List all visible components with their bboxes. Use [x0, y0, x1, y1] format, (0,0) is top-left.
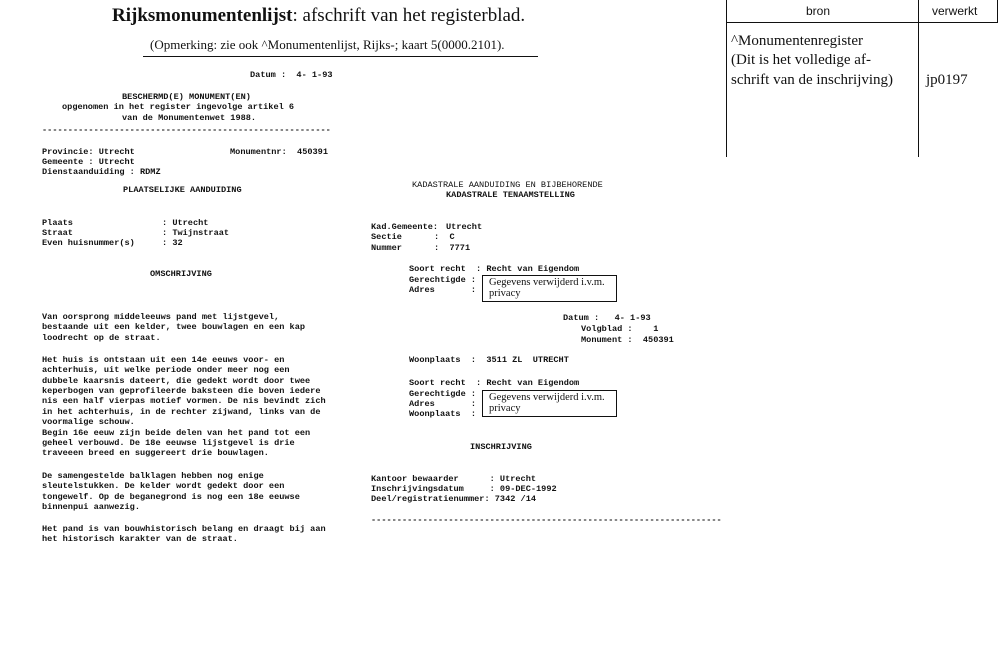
kadastrale-title-1: KADASTRALE AANDUIDING EN BIJBEHORENDE — [412, 180, 603, 190]
source-line-1: ^Monumentenregister — [731, 33, 864, 49]
table-header-line — [726, 22, 998, 23]
gerechtigde-2: Gerechtigde : — [409, 389, 477, 399]
volgblad: Volgblad : 1 — [581, 324, 659, 334]
woonplaats-2: Woonplaats : — [409, 409, 477, 419]
plaatselijke-aanduiding-title: PLAATSELIJKE AANDUIDING — [123, 185, 242, 195]
omschrijving-title: OMSCHRIJVING — [150, 269, 212, 279]
kad-gemeente-label: Kad.Gemeente: — [371, 222, 439, 232]
separator-dashes: -------------------------------------------------------- — [42, 125, 331, 135]
adres-2: Adres : — [409, 399, 477, 409]
huisnummer-label: Even huisnummer(s) — [42, 238, 135, 248]
kad-gemeente-value: Utrecht — [446, 222, 483, 232]
inschrijving-title: INSCHRIJVING — [470, 442, 532, 452]
table-left-border — [726, 0, 727, 157]
source-line-3: schrift van de inschrijving) — [731, 72, 894, 88]
privacy-box-2: Gegevens verwijderd i.v.m. privacy — [482, 390, 617, 417]
gerechtigde-1: Gerechtigde : — [409, 275, 477, 285]
gemeente: Gemeente : Utrecht — [42, 157, 135, 167]
soort-recht-2: Soort recht : Recht van Eigendom — [409, 378, 580, 388]
closing-dashes: -------------------------------------------------------------------- — [371, 515, 722, 525]
kadastrale-title-2: KADASTRALE TENAAMSTELLING — [446, 190, 575, 200]
inschrijvingsdatum: Inschrijvingsdatum : 09-DEC-1992 — [371, 484, 557, 494]
column-header-verwerkt: verwerkt — [932, 4, 978, 18]
registratienummer: Deel/registratienummer: 7342 /14 — [371, 494, 537, 504]
soort-recht-1: Soort recht : Recht van Eigendom — [409, 264, 580, 274]
document-note: (Opmerking: zie ook ^Monumentenlijst, Rijks-; kaart 5(0000.2101). — [150, 37, 505, 52]
dienstaanduiding: Dienstaanduiding : RDMZ — [42, 167, 161, 177]
woonplaats-1: Woonplaats : 3511 ZL UTRECHT — [409, 355, 569, 365]
privacy-box-1: Gegevens verwijderd i.v.m. privacy — [482, 275, 617, 302]
paragraph-2: Het huis is ontstaan uit een 14e eeuws voor- en achterhuis, uit welke periode onder meer nog een dubbele kaarsnis dateert, die gedekt wordt door twee keperbogen van geprofileerde baksteen die boven iedere nis een half vierpas motief vormen. De nis bevindt zich in het achterhuis, in de rechter zijwand, links van de voormalige schouw. Begin 16e eeuw zijn beide delen van het pand tot een geheel verbouwd. De 18e eeuwse lijstgevel is drie traveeen breed en suggereert drie bouwlagen. — [42, 354, 326, 459]
nummer-label: Nummer — [371, 243, 402, 253]
table-middle-border — [918, 0, 919, 157]
sectie-label: Sectie — [371, 232, 402, 242]
datum-2: Datum : 4- 1-93 — [563, 313, 651, 323]
heading-line-3: van de Monumentenwet 1988. — [122, 113, 257, 123]
monument: Monument : 450391 — [581, 335, 674, 345]
heading-line-2: opgenomen in het register ingevolge artikel 6 — [62, 102, 295, 112]
document-title: Rijksmonumentenlijst: afschrift van het registerblad. — [112, 5, 526, 26]
plaats-value: : Utrecht — [162, 218, 209, 228]
plaats-label: Plaats — [42, 218, 73, 228]
column-header-bron: bron — [806, 4, 831, 18]
heading-line-1: BESCHERMD(E) MONUMENT(EN) — [122, 92, 251, 102]
straat-value: : Twijnstraat — [162, 228, 230, 238]
kantoor-bewaarder: Kantoor bewaarder : Utrecht — [371, 474, 537, 484]
provincie: Provincie: Utrecht — [42, 147, 135, 157]
nummer-value: : 7771 — [434, 243, 471, 253]
sectie-value: : C — [434, 232, 455, 242]
straat-label: Straat — [42, 228, 73, 238]
paragraph-3: De samengestelde balklagen hebben nog enige sleutelstukken. De kelder wordt gedekt door een tongewelf. Op de beganegrond is nog een 18e eeuwse binnenpui aanwezig. — [42, 470, 300, 513]
huisnummer-value: : 32 — [162, 238, 183, 248]
monumentnr: Monumentnr: 450391 — [230, 147, 328, 157]
paragraph-4: Het pand is van bouwhistorisch belang en draagt bij aan het historisch karakter van de straat. — [42, 523, 326, 545]
datum: Datum : 4- 1-93 — [250, 70, 333, 80]
adres-1: Adres : — [409, 285, 477, 295]
processed-code: jp0197 — [926, 72, 968, 88]
note-underline — [143, 56, 538, 57]
source-line-2: (Dit is het volledige af- — [731, 52, 871, 68]
table-right-border — [997, 0, 998, 22]
paragraph-1: Van oorsprong middeleeuws pand met lijstgevel, bestaande uit een kelder, twee bouwlagen en een kap loodrecht op de straat. — [42, 311, 306, 343]
